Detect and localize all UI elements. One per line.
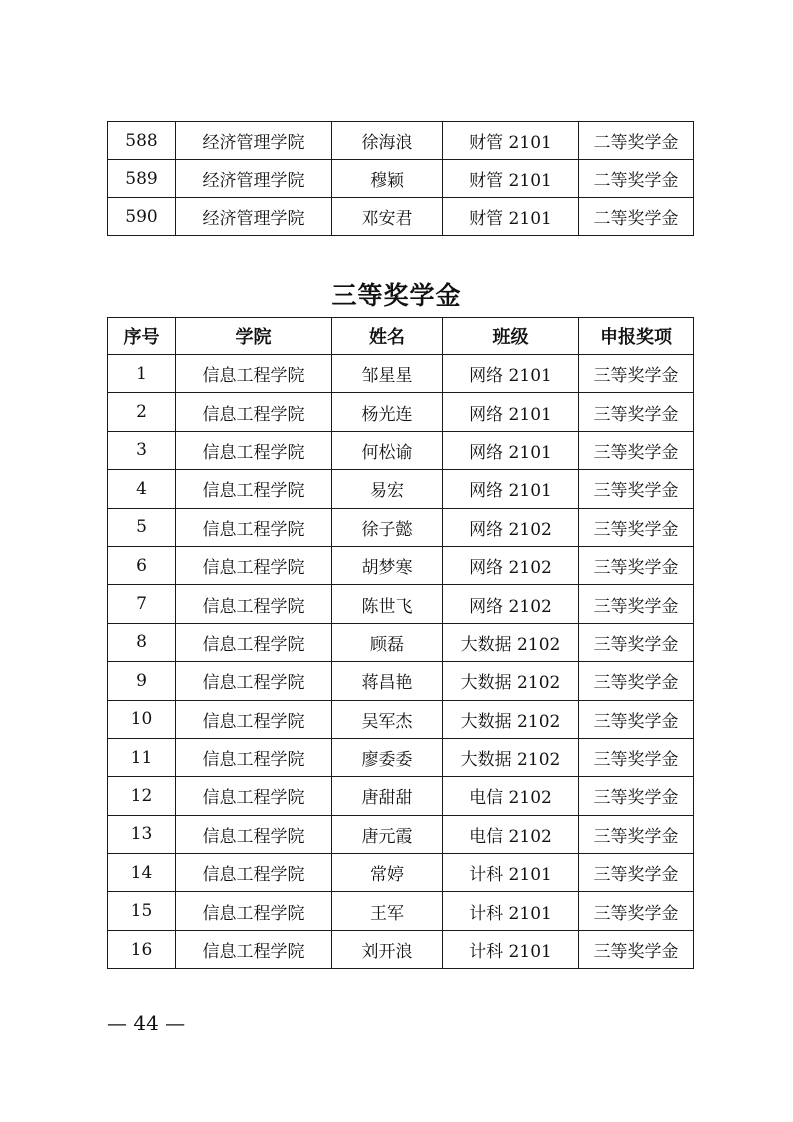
name-cell: 廖委委 [332, 738, 443, 776]
class-cell: 大数据 2102 [443, 738, 579, 776]
name-cell: 胡梦寒 [332, 546, 443, 584]
award-cell: 二等奖学金 [579, 160, 694, 198]
page-number: — 44 — [107, 1011, 186, 1035]
name-cell: 吴军杰 [332, 700, 443, 738]
award-cell: 三等奖学金 [579, 470, 694, 508]
index-cell: 2 [108, 393, 176, 431]
scholarship-table [107, 317, 694, 969]
index-cell: 14 [108, 854, 176, 892]
index-cell: 588 [108, 122, 176, 160]
table-row [108, 854, 694, 892]
name-cell: 常婷 [332, 854, 443, 892]
award-cell: 二等奖学金 [579, 122, 694, 160]
college-cell: 信息工程学院 [176, 508, 332, 546]
award-cell: 三等奖学金 [579, 585, 694, 623]
award-cell: 三等奖学金 [579, 738, 694, 776]
class-cell: 网络 2102 [443, 508, 579, 546]
table-row [108, 700, 694, 738]
award-cell: 三等奖学金 [579, 393, 694, 431]
table-row [108, 623, 694, 661]
section-title: 三等奖学金 [331, 281, 462, 310]
name-cell: 刘开浪 [332, 930, 443, 968]
college-cell: 经济管理学院 [176, 122, 332, 160]
class-cell: 网络 2101 [443, 431, 579, 469]
college-cell: 信息工程学院 [176, 738, 332, 776]
name-cell: 易宏 [332, 470, 443, 508]
class-cell: 大数据 2102 [443, 662, 579, 700]
college-cell: 经济管理学院 [176, 198, 332, 236]
table-header-row [108, 318, 694, 355]
award-cell: 三等奖学金 [579, 662, 694, 700]
name-cell: 邓安君 [332, 198, 443, 236]
class-cell: 财管 2101 [443, 198, 579, 236]
index-cell: 6 [108, 546, 176, 584]
scholarship-table-body [108, 355, 694, 969]
index-cell: 590 [108, 198, 176, 236]
table-row [108, 815, 694, 853]
index-cell: 5 [108, 508, 176, 546]
award-cell: 三等奖学金 [579, 930, 694, 968]
award-cell: 三等奖学金 [579, 623, 694, 661]
award-cell: 三等奖学金 [579, 431, 694, 469]
index-cell: 8 [108, 623, 176, 661]
award-cell: 三等奖学金 [579, 546, 694, 584]
index-cell: 7 [108, 585, 176, 623]
college-cell: 信息工程学院 [176, 470, 332, 508]
class-cell: 计科 2101 [443, 930, 579, 968]
table-row [108, 355, 694, 393]
index-cell: 10 [108, 700, 176, 738]
table-row [108, 585, 694, 623]
college-cell: 信息工程学院 [176, 546, 332, 584]
table-row [108, 393, 694, 431]
index-cell: 11 [108, 738, 176, 776]
index-cell: 3 [108, 431, 176, 469]
name-cell: 陈世飞 [332, 585, 443, 623]
class-cell: 网络 2101 [443, 470, 579, 508]
table-row [108, 470, 694, 508]
college-cell: 信息工程学院 [176, 777, 332, 815]
table-row [108, 662, 694, 700]
class-cell: 计科 2101 [443, 854, 579, 892]
header-award: 申报奖项 [579, 318, 694, 355]
college-cell: 信息工程学院 [176, 355, 332, 393]
name-cell: 邹星星 [332, 355, 443, 393]
award-cell: 三等奖学金 [579, 854, 694, 892]
index-cell: 12 [108, 777, 176, 815]
continued-table-body [108, 122, 694, 236]
college-cell: 信息工程学院 [176, 585, 332, 623]
index-cell: 13 [108, 815, 176, 853]
college-cell: 信息工程学院 [176, 892, 332, 930]
name-cell: 顾磊 [332, 623, 443, 661]
table-row [108, 508, 694, 546]
header-college: 学院 [176, 318, 332, 355]
index-cell: 16 [108, 930, 176, 968]
table-row [108, 892, 694, 930]
class-cell: 网络 2101 [443, 355, 579, 393]
table-row [108, 198, 694, 236]
class-cell: 计科 2101 [443, 892, 579, 930]
award-cell: 三等奖学金 [579, 508, 694, 546]
class-cell: 网络 2102 [443, 585, 579, 623]
college-cell: 信息工程学院 [176, 662, 332, 700]
college-cell: 信息工程学院 [176, 930, 332, 968]
table-row [108, 122, 694, 160]
class-cell: 大数据 2102 [443, 623, 579, 661]
award-cell: 三等奖学金 [579, 815, 694, 853]
index-cell: 15 [108, 892, 176, 930]
class-cell: 大数据 2102 [443, 700, 579, 738]
header-name: 姓名 [332, 318, 443, 355]
award-cell: 三等奖学金 [579, 892, 694, 930]
award-cell: 三等奖学金 [579, 355, 694, 393]
name-cell: 徐海浪 [332, 122, 443, 160]
class-cell: 网络 2101 [443, 393, 579, 431]
name-cell: 唐甜甜 [332, 777, 443, 815]
college-cell: 信息工程学院 [176, 393, 332, 431]
college-cell: 信息工程学院 [176, 623, 332, 661]
name-cell: 杨光连 [332, 393, 443, 431]
name-cell: 王军 [332, 892, 443, 930]
index-cell: 9 [108, 662, 176, 700]
award-cell: 三等奖学金 [579, 700, 694, 738]
index-cell: 4 [108, 470, 176, 508]
award-cell: 二等奖学金 [579, 198, 694, 236]
header-class: 班级 [443, 318, 579, 355]
table-row [108, 160, 694, 198]
class-cell: 财管 2101 [443, 122, 579, 160]
college-cell: 信息工程学院 [176, 815, 332, 853]
class-cell: 电信 2102 [443, 815, 579, 853]
class-cell: 网络 2102 [443, 546, 579, 584]
award-cell: 三等奖学金 [579, 777, 694, 815]
name-cell: 蒋昌艳 [332, 662, 443, 700]
table-row [108, 546, 694, 584]
name-cell: 唐元霞 [332, 815, 443, 853]
continued-table [107, 121, 694, 236]
class-cell: 财管 2101 [443, 160, 579, 198]
table-row [108, 777, 694, 815]
index-cell: 589 [108, 160, 176, 198]
college-cell: 信息工程学院 [176, 854, 332, 892]
college-cell: 信息工程学院 [176, 431, 332, 469]
table-row [108, 930, 694, 968]
name-cell: 何松谕 [332, 431, 443, 469]
index-cell: 1 [108, 355, 176, 393]
college-cell: 信息工程学院 [176, 700, 332, 738]
table-row [108, 431, 694, 469]
header-index: 序号 [108, 318, 176, 355]
table-row [108, 738, 694, 776]
college-cell: 经济管理学院 [176, 160, 332, 198]
name-cell: 穆颖 [332, 160, 443, 198]
class-cell: 电信 2102 [443, 777, 579, 815]
name-cell: 徐子懿 [332, 508, 443, 546]
